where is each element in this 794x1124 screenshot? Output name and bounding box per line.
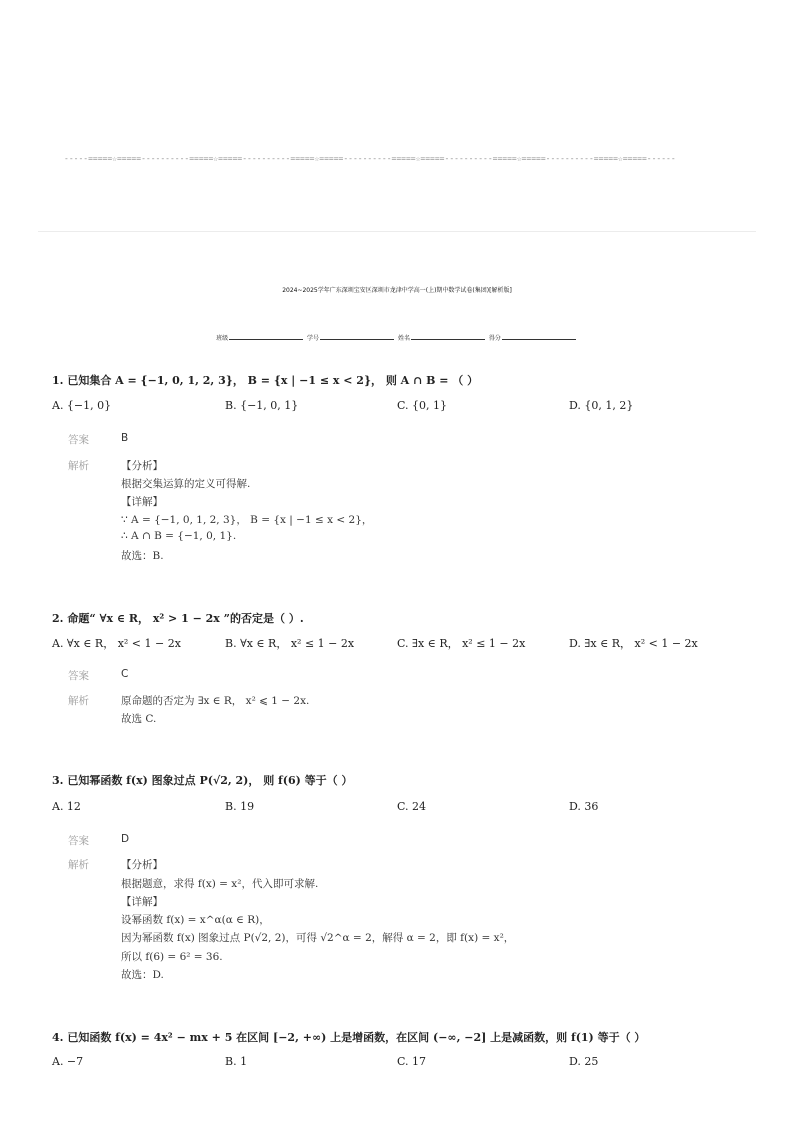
student-info-line <box>0 329 794 342</box>
q2-option-d: D. ∃x ∈ R， x² < 1 − 2x <box>569 637 698 650</box>
q3-analysis-line: 设幂函数 f(x) = x^α(α ∈ R)， <box>121 914 270 926</box>
q2-option-a: A. ∀x ∈ R， x² < 1 − 2x <box>52 637 181 650</box>
q1-analysis-label: 解析 <box>68 460 89 472</box>
q3-option-b: B. 19 <box>225 800 255 813</box>
id-label: 学号 <box>307 335 320 342</box>
name-label: 姓名 <box>397 335 410 342</box>
q3-analysis-line: 所以 f(6) = 6² = 36. <box>121 951 223 963</box>
question-2-stem: 2. 命题“ ∀x ∈ R， x² > 1 − 2x ”的否定是（ ）. <box>52 612 304 625</box>
q1-analysis-line: 故选：B. <box>121 550 164 562</box>
page-title: 2024~2025学年广东深圳宝安区深圳市龙津中学高一(上)期中数学试卷(集团)[解析版] <box>282 287 512 294</box>
q3-analysis-line: 故选：D. <box>121 969 164 981</box>
name-blank <box>411 329 485 340</box>
q1-analysis-line: 【分析】 <box>121 460 163 472</box>
q2-option-b: B. ∀x ∈ R， x² ≤ 1 − 2x <box>225 637 355 650</box>
score-label: 得分 <box>488 335 501 342</box>
q2-analysis-label: 解析 <box>68 695 89 707</box>
q3-option-a: A. 12 <box>52 800 81 813</box>
q3-option-c: C. 24 <box>397 800 427 813</box>
q4-option-a: A. −7 <box>52 1055 84 1068</box>
q4-option-d: D. 25 <box>569 1055 599 1068</box>
id-blank <box>320 329 394 340</box>
q3-analysis-line: 【详解】 <box>121 896 163 908</box>
q4-option-b: B. 1 <box>225 1055 248 1068</box>
q3-analysis-line: 根据题意，求得 f(x) = x²，代入即可求解. <box>121 878 319 890</box>
q3-analysis-line: 因为幂函数 f(x) 图象过点 P(√2, 2)，可得 √2^α = 2，解得 α = 2，即 f(x) = x²， <box>121 932 515 944</box>
q3-option-d: D. 36 <box>569 800 599 813</box>
score-blank <box>502 329 576 340</box>
question-4-stem: 4. 已知函数 f(x) = 4x² − mx + 5 在区间 [−2, +∞) 上是增函数，在区间 (−∞, −2] 上是减函数，则 f(1) 等于（ ） <box>52 1031 646 1044</box>
q3-answer-label: 答案 <box>68 835 89 847</box>
q1-answer-value: B <box>121 432 129 444</box>
q2-analysis-line: 故选 C. <box>121 713 157 725</box>
q3-analysis-label: 解析 <box>68 859 89 871</box>
question-3-stem: 3. 已知幂函数 f(x) 图象过点 P(√2, 2)， 则 f(6) 等于（ ） <box>52 774 353 787</box>
q2-analysis-line: 原命题的否定为 ∃x ∈ R， x² ⩽ 1 − 2x. <box>121 695 310 707</box>
q3-analysis-line: 【分析】 <box>121 859 163 871</box>
class-blank <box>229 329 303 340</box>
q1-analysis-line: 根据交集运算的定义可得解. <box>121 478 251 490</box>
q1-analysis-line: 【详解】 <box>121 496 163 508</box>
q2-option-c: C. ∃x ∈ R， x² ≤ 1 − 2x <box>397 637 526 650</box>
q2-answer-value: C <box>121 668 129 680</box>
q1-option-d: D. {0, 1, 2} <box>569 399 634 412</box>
q1-option-c: C. {0, 1} <box>397 399 448 412</box>
question-1-stem: 1. 已知集合 A = {−1, 0, 1, 2, 3}， B = {x | −1 ≤ x < 2}， 则 A ∩ B = （ ） <box>52 374 479 387</box>
header-divider <box>38 231 756 232</box>
q2-answer-label: 答案 <box>68 670 89 682</box>
class-label: 班级 <box>216 335 229 342</box>
decorative-separator: -----=====☆=====----------=====☆=====----------=====☆=====----------=====☆=====----------=====☆=====----------=====☆=====------ <box>64 154 676 163</box>
q1-option-a: A. {−1, 0} <box>52 399 112 412</box>
q1-analysis-line: ∵ A = {−1, 0, 1, 2, 3}， B = {x | −1 ≤ x < 2}， <box>121 514 373 526</box>
q4-option-c: C. 17 <box>397 1055 427 1068</box>
q1-option-b: B. {−1, 0, 1} <box>225 399 299 412</box>
q3-answer-value: D <box>121 833 130 845</box>
q1-analysis-line: ∴ A ∩ B = {−1, 0, 1}. <box>121 530 237 542</box>
q1-answer-label: 答案 <box>68 434 89 446</box>
